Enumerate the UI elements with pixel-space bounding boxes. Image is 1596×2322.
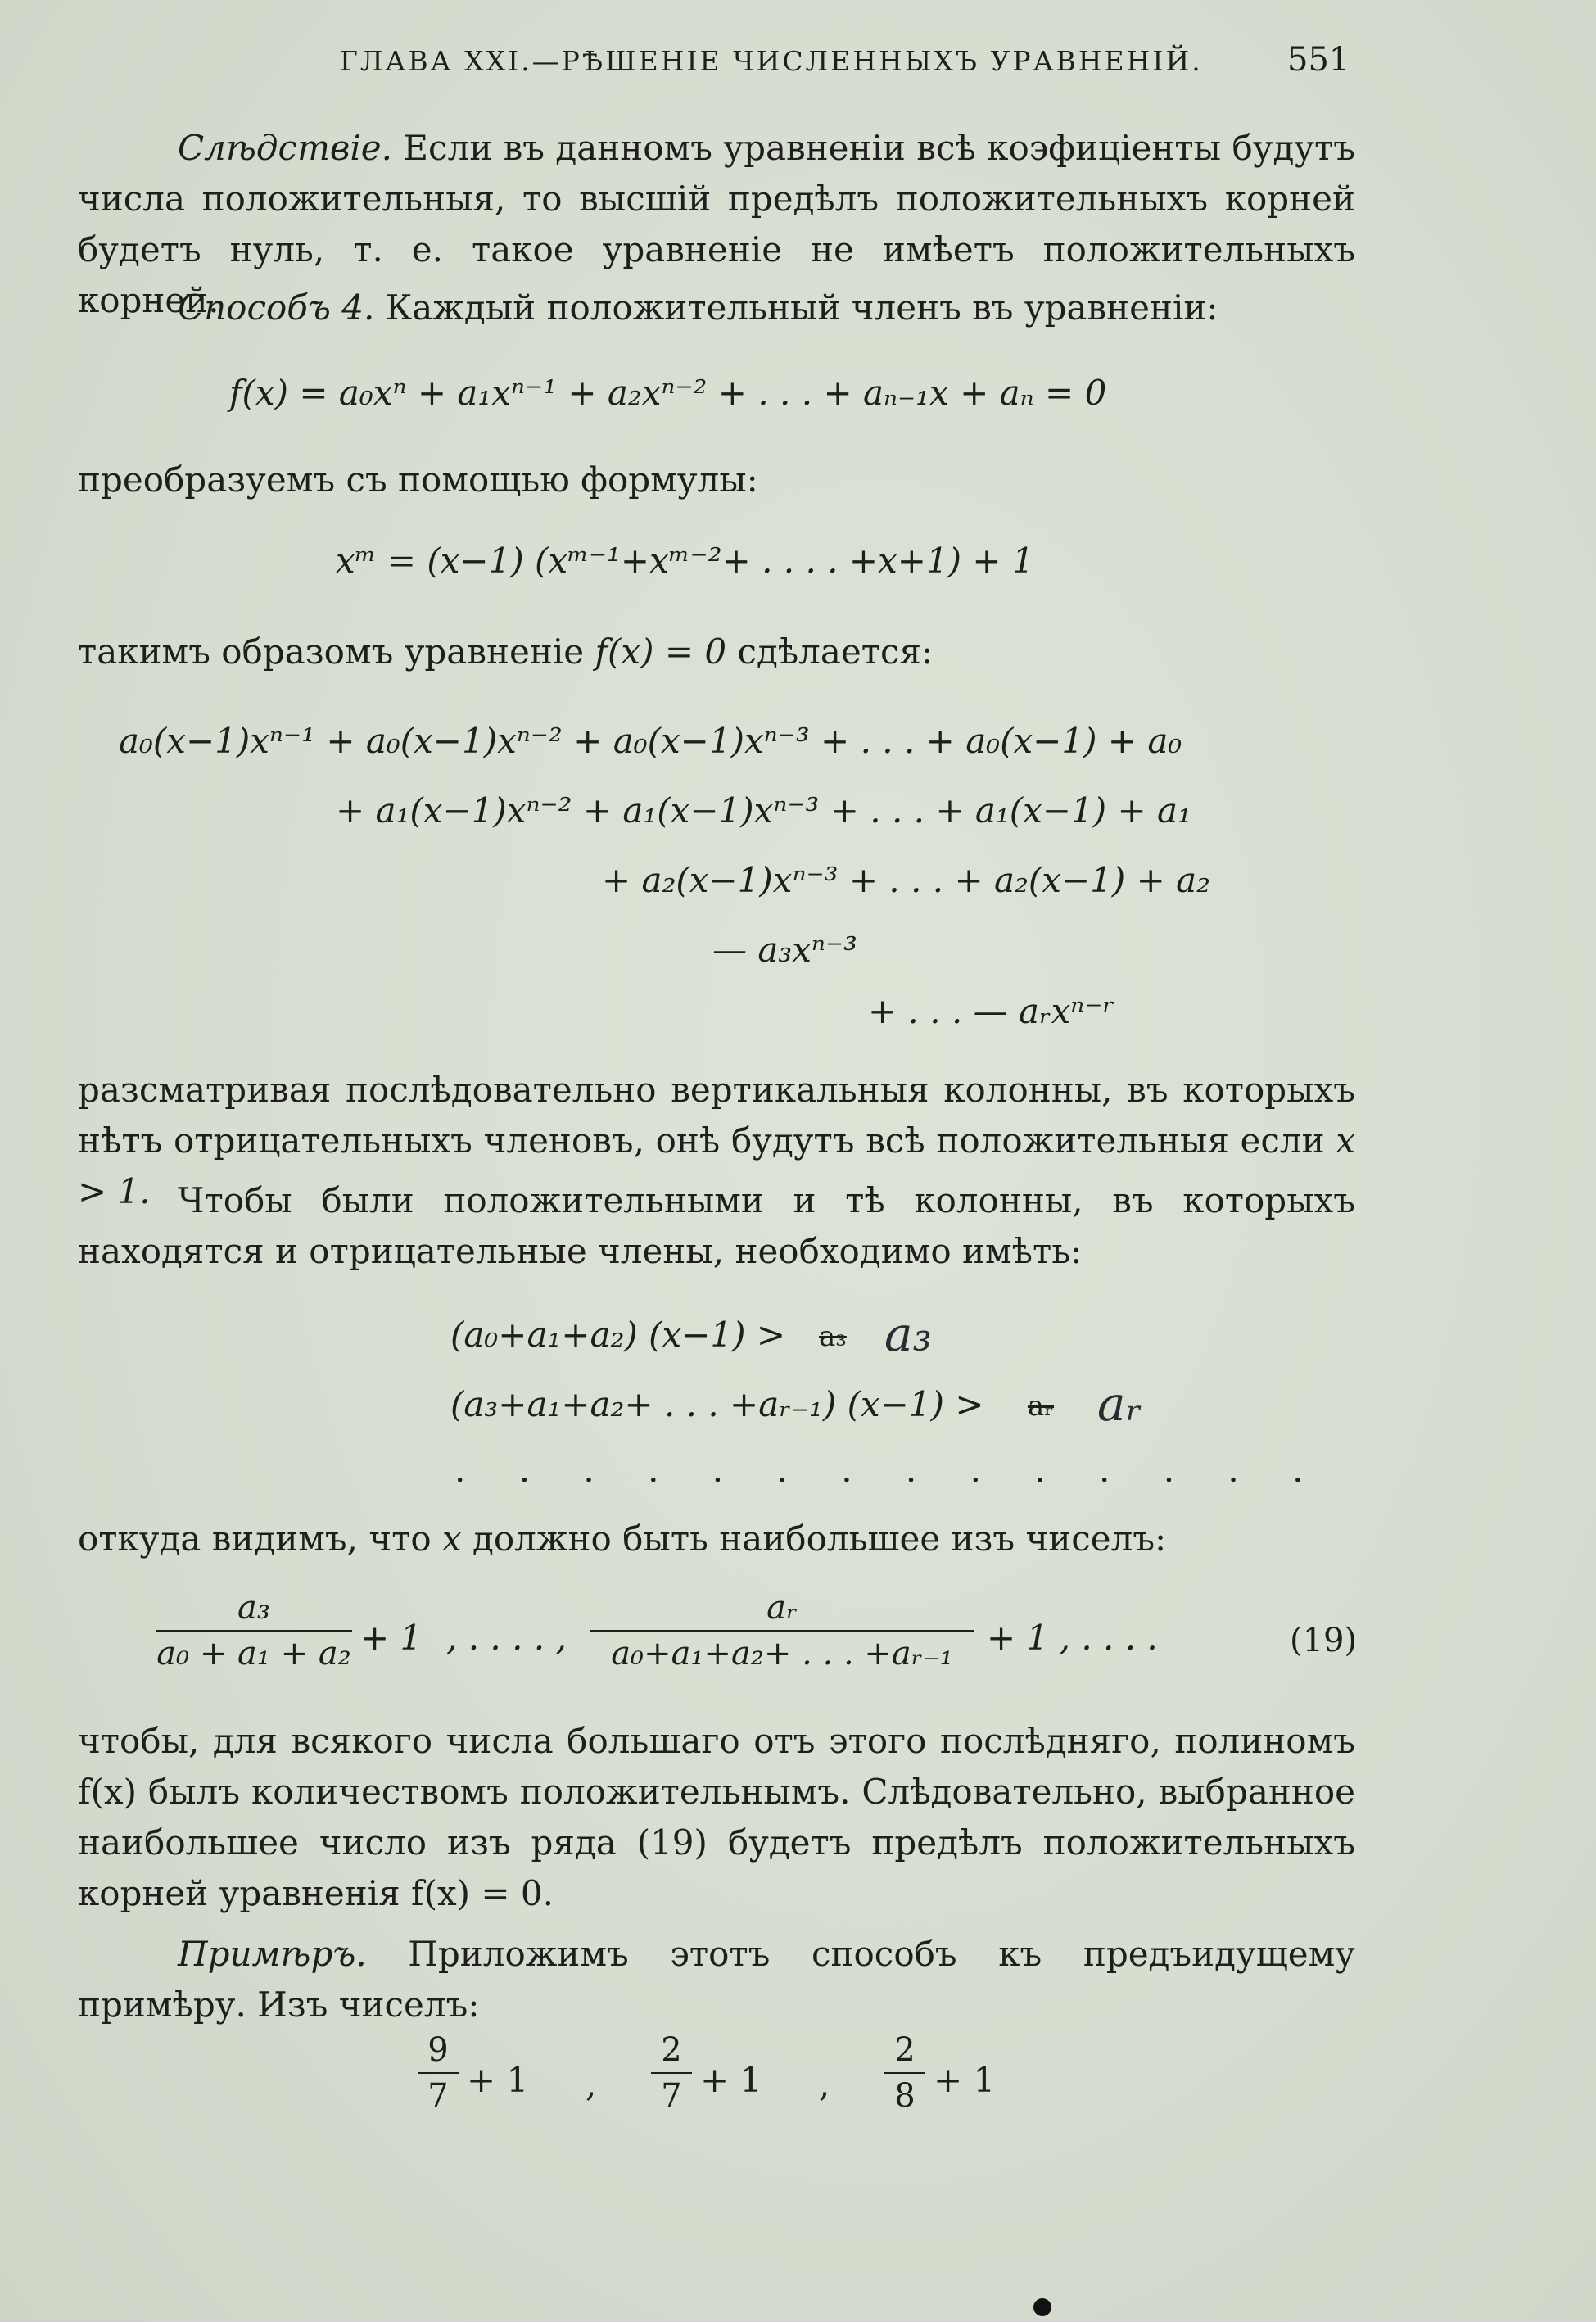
- whence-line: [78, 1514, 1355, 1564]
- becomes-line: [78, 627, 1355, 677]
- example-comma-1: ,: [586, 2064, 597, 2104]
- continuation-dots: . . . . . . . . . . . . . .: [454, 1450, 1325, 1490]
- example-fraction-2-numerator: 2: [661, 2031, 682, 2069]
- inequality-2: (a₃+a₁+a₂+ . . . +aᵣ₋₁) (x−1) >: [450, 1384, 984, 1424]
- struck-term-2: aᵣ: [1028, 1390, 1055, 1423]
- columns-condition: x > 1.: [78, 1120, 1355, 1211]
- corollary-text: Если въ данномъ уравненіи всѣ коэфиціенты будутъ числа положительныя, то высшій предѣлъ положительныхъ корней будетъ нуль, т. е. такое уравненіе не имѣетъ положительныхъ корней.: [78, 128, 1355, 320]
- equation-number-19: (19): [1290, 1622, 1358, 1659]
- series-plus-2: + 1 , . . . .: [987, 1618, 1158, 1658]
- example-fraction-2-denominator: 7: [661, 2077, 682, 2115]
- example-fraction-1-numerator: 9: [427, 2031, 449, 2069]
- example-comma-2: ,: [819, 2064, 830, 2104]
- series-fraction-2: [590, 1589, 974, 1672]
- columns-text: разсматривая послѣдовательно вертикальныя колонны, въ которыхъ нѣтъ отрицательныхъ членовъ, онѣ будутъ всѣ положительныя если: [78, 1070, 1355, 1161]
- method4-label: Способъ 4.: [178, 287, 375, 328]
- page-number: 551: [1287, 41, 1350, 79]
- expansion-row-5: + . . . — aᵣxⁿ⁻ʳ: [868, 991, 1115, 1031]
- fraction-2-numerator: aᵣ: [766, 1589, 798, 1627]
- ink-spot: [1033, 2298, 1051, 2316]
- fraction-1-bar: [156, 1630, 352, 1632]
- series-separator: , . . . . ,: [446, 1618, 567, 1658]
- becomes-prefix: такимъ образомъ уравненіе: [78, 631, 595, 672]
- transform-line: преобразуемъ съ помощью формулы:: [78, 459, 758, 500]
- example-fraction-1: [418, 2031, 459, 2115]
- expansion-row-3: + a₂(x−1)xⁿ⁻³ + . . . + a₂(x−1) + a₂: [602, 860, 1211, 900]
- handwritten-correction-2: aᵣ: [1097, 1376, 1142, 1432]
- series-fraction-1: [156, 1589, 352, 1672]
- so-that-paragraph: чтобы, для всякого числа большаго отъ этого послѣдняго, полиномъ f(x) былъ количествомъ положительнымъ. Слѣдовательно, выбранное наибольшее число изъ ряда (19) будетъ предѣлъ положительныхъ корней уравненія f(x) = 0.: [78, 1721, 1355, 1913]
- example-fraction-3-bar: [884, 2072, 925, 2074]
- corollary-label: Слѣдствіе.: [178, 128, 392, 168]
- example-fraction-3: [884, 2031, 925, 2115]
- chapter-title: ГЛАВА XXI.—РѢШЕНІЕ ЧИСЛЕННЫХЪ УРАВНЕНІЙ.: [340, 45, 1203, 77]
- example-fraction-2: [651, 2031, 692, 2115]
- whence-x: x: [441, 1519, 462, 1559]
- whence-prefix: откуда видимъ, что: [78, 1519, 442, 1559]
- fraction-2-bar: [590, 1630, 974, 1632]
- fraction-2-denominator: a₀+a₁+a₂+ . . . +aᵣ₋₁: [611, 1635, 953, 1672]
- identity-formula: xᵐ = (x−1) (xᵐ⁻¹+xᵐ⁻²+ . . . . +x+1) + 1: [336, 541, 1034, 581]
- negative-columns-paragraph: Чтобы были положительными и тѣ колонны, въ которыхъ находятся и отрицательные члены, необходимо имѣть:: [78, 1180, 1355, 1271]
- example-label: Примѣръ.: [178, 1934, 367, 1974]
- example-plus-1: + 1: [467, 2060, 529, 2100]
- example-plus-2: + 1: [700, 2060, 762, 2100]
- example-fraction-3-denominator: 8: [894, 2077, 916, 2115]
- example-fraction-2-bar: [651, 2072, 692, 2074]
- expansion-row-2: + a₁(x−1)xⁿ⁻² + a₁(x−1)xⁿ⁻³ + . . . + a₁(x−1) + a₁: [336, 790, 1191, 831]
- expansion-row-4: — a₃xⁿ⁻³: [712, 930, 857, 970]
- fraction-1-denominator: a₀ + a₁ + a₂: [156, 1635, 351, 1672]
- example-fraction-3-numerator: 2: [894, 2031, 916, 2069]
- method4-text: Каждый положительный членъ въ уравненіи:: [374, 287, 1218, 328]
- whence-suffix: должно быть наибольшее изъ чиселъ:: [461, 1519, 1167, 1559]
- inequality-1: (a₀+a₁+a₂) (x−1) >: [450, 1315, 786, 1355]
- becomes-suffix: сдѣлается:: [726, 631, 934, 672]
- polynomial-equation: f(x) = a₀xⁿ + a₁xⁿ⁻¹ + a₂xⁿ⁻² + . . . + aₙ₋₁x + aₙ = 0: [229, 373, 1107, 413]
- fraction-1-numerator: a₃: [237, 1589, 270, 1627]
- example-plus-3: + 1: [934, 2060, 996, 2100]
- example-fraction-1-denominator: 7: [427, 2077, 449, 2115]
- example-paragraph: [78, 1929, 1355, 2030]
- example-fraction-1-bar: [418, 2072, 459, 2074]
- series-plus-1: + 1: [360, 1618, 423, 1658]
- becomes-equation: f(x) = 0: [595, 631, 727, 672]
- handwritten-correction-1: a₃: [884, 1306, 932, 1362]
- method4-paragraph: [78, 283, 1355, 333]
- expansion-row-1: a₀(x−1)xⁿ⁻¹ + a₀(x−1)xⁿ⁻² + a₀(x−1)xⁿ⁻³ + . . . + a₀(x−1) + a₀: [119, 721, 1182, 761]
- example-text: Приложимъ этотъ способъ къ предъидущему примѣру. Изъ чиселъ:: [78, 1934, 1355, 2025]
- struck-term-1: a₃: [819, 1320, 847, 1353]
